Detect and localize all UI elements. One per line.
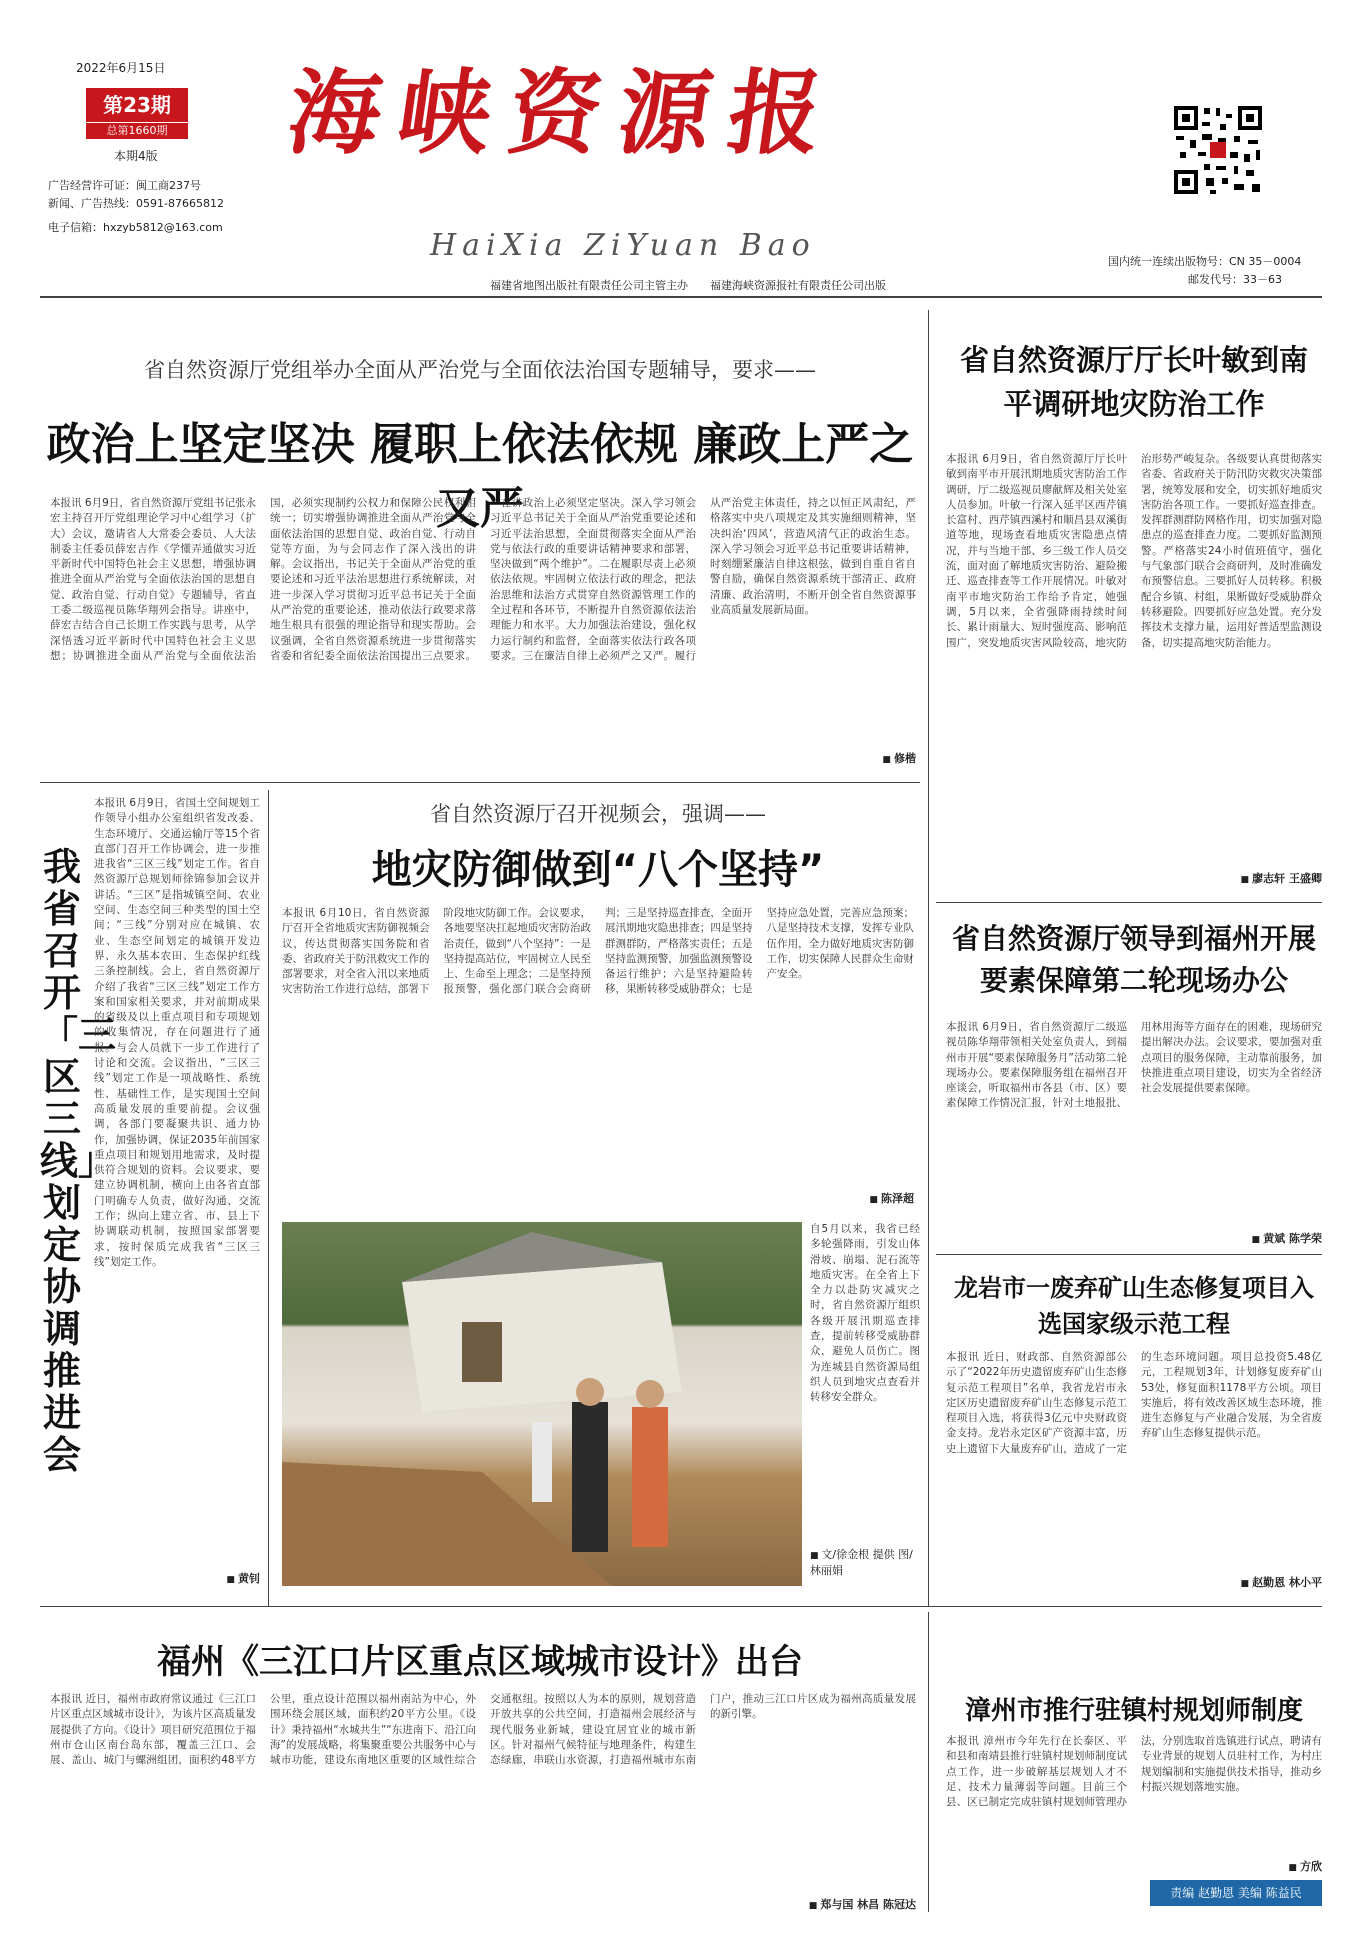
r4-byline: ■ 方欣: [946, 1858, 1322, 1874]
cn-number: 国内统一连续出版物号：CN 35－0004: [1108, 255, 1302, 268]
r1-byline: ■ 廖志轩 王盛卿: [946, 870, 1322, 886]
left1-title: 我省召开「三区三线」划定协调推进会: [40, 845, 117, 1477]
bottom-rule: [40, 1606, 1322, 1607]
bottom-body: 本报讯 近日，福州市政府常议通过《三江口片区重点区域城市设计》，为该片区高质量发展提供了方向。《设计》项目研究范围位于福州市仓山区南台岛东部，覆盖三江口、会展、盖山、城门与螺洲组团，面积约48平方公里，重点设计范围以福州南站为中心，外围环绕会展区域，面积约20平方公里。《设计》秉持福州“水城共生”“东进南下、沿江向海”的发展战略，将集聚重要公共服务中心与城市功能，建设东南地区重要的区域性综合交通枢纽。按照以人为本的原则，规划营造开放共享的公共空间，打造福州会展经济与现代服务业新城，建设宜居宜业的城市新区。针对福州气候特征与地理条件，构建生态绿廊，串联山水资源，打造福州城市东南门户，推动三江口片区成为福州高质量发展的新引擎。: [50, 1693, 916, 1767]
email: 电子信箱：hxzyb5812@163.com: [48, 221, 223, 234]
left1-article: [94, 796, 260, 1586]
qr-code-icon: [1172, 104, 1264, 196]
r4-article: [946, 1734, 1322, 1874]
r2-body: 本报讯 6月9日，省自然资源厅二级巡视员陈华翔带领相关处室负责人，到福州市开展“要素保障服务月”活动第二轮现场办公。要素保障服务组在福州召开座谈会，听取福州市各县（市、区）要素保障工作情况汇报，针对土地报批、用林用海等方面存在的困难，现场研究提出解决办法。会议要求，要加强对重点项目的服务保障，主动靠前服务，加快推进重点项目建设，切实为全省经济社会发展提供要素保障。: [946, 1021, 1322, 1110]
photo-caption-body: 自5月以来，我省已经多轮强降雨，引发山体滑坡、崩塌、泥石流等地质灾害。在全省上下全力以赴防灾减灾之时，省自然资源厅组织各级开展汛期巡查排查，提前转移受威胁群众，避免人员伤亡。图为连城县自然资源局组织人员到地灾点查看并转移安全群众。: [810, 1223, 920, 1404]
center-subtitle: 省自然资源厅召开视频会，强调——: [430, 802, 766, 826]
r2-byline: ■ 黄斌 陈学荣: [946, 1230, 1322, 1246]
bottom-byline: ■ 郑与国 林昌 陈冠达: [50, 1896, 916, 1912]
landslide-photo: [282, 1222, 802, 1586]
center-byline: ■ 陈泽超: [282, 1190, 914, 1206]
r2-rule: [936, 1254, 1322, 1255]
r4-body: 本报讯 漳州市今年先行在长泰区、平和县和南靖县推行驻镇村规划师制度试点工作，进一步破解基层规划人才不足、技术力量薄弱等问题。目前三个县、区已制定完成驻镇村规划师管理办法，分别选取首选镇进行试点，聘请有专业背景的规划人员驻村工作，为村庄规划编制和实施提供技术指导，推动乡村振兴规划落地实施。: [946, 1735, 1322, 1809]
left-column-rule: [268, 790, 269, 1606]
left1-byline: ■ 黄钊: [94, 1570, 260, 1586]
masthead-rule: [40, 296, 1322, 298]
r4-title: 漳州市推行驻镇村规划师制度: [964, 1696, 1303, 1726]
sponsor: 福建省地图出版社有限责任公司主管主办 福建海峡资源报社有限责任公司出版: [490, 279, 886, 292]
lead-article: [50, 496, 916, 766]
masthead-pinyin: HaiXia ZiYuan Bao: [430, 228, 816, 263]
right-column-rule: [928, 310, 929, 1606]
issue-number: 第23期: [86, 88, 188, 122]
photo-caption-credit: ■ 文/徐金根 提供 图/林丽娟: [810, 1546, 920, 1578]
center-title: 地灾防御做到“八个坚持”: [371, 847, 825, 893]
r2-article: [946, 1020, 1322, 1248]
center-body: 本报讯 6月10日，省自然资源厅召开全省地质灾害防御视频会议，传达贯彻落实国务院和省委、省政府关于防汛救灾工作的部署要求，对全省入汛以来地质灾害防治工作进行总结，部署下阶段地灾防御工作。会议要求，各地要坚决扛起地质灾害防治政治责任，做到“八个坚持”：一是坚持提高站位，牢固树立人民至上、生命至上理念；二是坚持预报预警，强化部门联合会商研判；三是坚持巡查排查，全面开展汛期地灾隐患排查；四是坚持群测群防，严格落实责任；五是坚持监测预警，加强监测预警设备运行维护；六是坚持避险转移，果断转移受威胁群众；七是坚持应急处置，完善应急预案；八是坚持技术支撑，发挥专业队伍作用，全力做好地质灾害防御工作，切实保障人民群众生命财产安全。: [282, 907, 914, 996]
lead-byline: ■ 修楷: [50, 750, 916, 766]
r1-rule: [936, 902, 1322, 903]
pages-count: 本期4版: [114, 149, 158, 163]
lead-body: 本报讯 6月9日，省自然资源厅党组书记张永宏主持召开厅党组理论学习中心组学习（扩大）会议，邀请省人大常委会委员、人大法制委主任委员薛宏吉作《学懂弄通做实习近平新时代中国特色社会主义思想，增强协调推进全面从严治党与全面依法治国的思想自觉、政治自觉、行动自觉》专题辅导，省直工委二级巡视员陈华翔列会指导。讲座中，薛宏吉结合自己长期工作实践与思考，从学深悟透习近平新时代中国特色社会主义思想；协调推进全面从严治党与全面依法治国，必须实现制约公权力和保障公民权利相统一；切实增强协调推进全面从严治党与全面依法治国的思想自觉、政治自觉、行动自觉等方面，为与会同志作了深入浅出的讲解。会议指出，书记关于全面从严治党的重要论述和习近平法治思想进行系统解读，对进一步深入学习贯彻习近平总书记关于全面从严治党的重要论述，推动依法行政要求落地生根具有很强的理论指导和现实帮助。会议强调，全省自然资源系统进一步贯彻落实省委和省纪委全面依法治国提出三点要求。一在讲政治上必须坚定坚决。深入学习领会习近平总书记关于全面从严治党重要论述和习近平法治思想，全面贯彻落实全面从严治党与依法行政的重要讲话精神要求和部署，坚决做到“两个维护”。二在履职尽责上必须依法依规。牢固树立依法行政的理念，把法治思维和法治方式贯穿自然资源管理工作的全过程和各环节，不断提升自然资源依法治理能力和水平。大力加强法治建设，强化权力运行制约和监督，全面落实依法行政各项要求。三在廉洁自律上必须严之又严。履行从严治党主体责任，持之以恒正风肃纪，严格落实中央八项规定及其实施细则精神，坚决纠治‘四风’，营造风清气正的政治生态。深入学习领会习近平总书记重要讲话精神，时刻绷紧廉洁自律这根弦，做到自重自省自警自励，确保自然资源系统干部清正、政府清廉、政治清明，不断开创全省自然资源事业高质量发展新局面。: [50, 497, 916, 662]
masthead-title: 海峡资源报: [281, 59, 847, 167]
hotline: 新闻、广告热线：0591-87665812: [48, 197, 224, 210]
r1-body: 本报讯 6月9日，省自然资源厅厅长叶敏到南平市开展汛期地质灾害防治工作调研，厅二级巡视员廖献辉及相关处室人员参加。叶敏一行深入延平区西芹镇长富村、西芹镇西溪村和顺昌县双溪街道等地，现场查看地质灾害隐患点情况，并与当地干部、乡三级工作人员交流，面对面了解地质灾害防治、避险搬迁、巡查排查等工作开展情况。叶敏对南平市地灾防治工作给予肯定，她强调，5月以来，全省强降雨持续时间长、累计雨量大、短时强度高、影响范围广，突发地质灾害风险较高，地灾防治形势严峻复杂。各级要认真贯彻落实省委、省政府关于防汛防灾救灾决策部署，统筹发展和安全，切实抓好地质灾害防治各项工作。一要抓好巡查排查。发挥群测群防网格作用，切实加强对隐患点的巡查排查力度。二要抓好监测预警。严格落实24小时值班值守，强化与气象部门联合会商研判，及时准确发布预警信息。三要抓好人员转移。积极配合乡镇、村组，果断做好受威胁群众转移避险。四要抓好应急处置。充分发挥技术支撑力量，运用好普适型监测设备，切实提高地灾防治能力。: [946, 453, 1322, 649]
photo-caption: [810, 1222, 920, 1586]
center-article: [282, 906, 914, 1206]
postal-code: 邮发代号：33－63: [1188, 273, 1282, 286]
r1-title: 省自然资源厅厅长叶敏到南平调研地灾防治工作: [959, 343, 1308, 421]
r3-article: [946, 1350, 1322, 1592]
bottom-column-rule: [928, 1612, 929, 1912]
r3-body: 本报讯 近日，财政部、自然资源部公示了“2022年历史遗留废弃矿山生态修复示范工程项目”名单，我省龙岩市永定区历史遗留废弃矿山生态修复示范工程项目入选，将获得3亿元中央财政资金支持。龙岩永定区矿产资源丰富，历史上遗留下大量废弃矿山，造成了一定的生态环境问题。项目总投资5.48亿元，工程规划3年，计划修复废弃矿山53处，修复面积1178平方公顷。项目实施后，将有效改善区域生态环境，推进生态修复与产业融合发展，为全省废弃矿山生态修复提供示范。: [946, 1351, 1322, 1455]
total-issue: 总第1660期: [86, 123, 188, 139]
lead-subtitle: 省自然资源厅党组举办全面从严治党与全面依法治国专题辅导，要求——: [144, 358, 816, 382]
r3-byline: ■ 赵勤恩 林小平: [946, 1574, 1322, 1590]
bottom-title: 福州《三江口片区重点区域城市设计》出台: [157, 1642, 803, 1682]
lead-title: 政治上坚定坚决 履职上依法依规 廉政上严之又严: [46, 419, 914, 534]
issue-date: 2022年6月15日: [76, 61, 166, 75]
left1-body: 本报讯 6月9日，省国土空间规划工作领导小组办公室组织省发改委、生态环境厅、交通运输厅等15个省直部门召开工作协调会，进一步推进我省“三区三线”划定工作。省自然资源厅总规划师徐锦参加会议并讲话。“三区”是指城镇空间、农业空间、生态空间三种类型的国土空间；“三线”分别对应在城镇、农业、生态空间划定的城镇开发边界、永久基本农田、生态保护红线三条控制线。会上，省自然资源厅介绍了我省“三区三线”划定工作方案和国家相关要求，并对前期成果的省级及以上重点项目和专项规划的收集情况，存在问题进行了通报。与会人员就下一步工作进行了讨论和交流。会议指出，“三区三线”划定工作是一项战略性、系统性、基础性工作，是实现国土空间高质量发展的重要前提。会议强调，各部门要凝聚共识、通力协作，加强协调，保证2035年前国家重点项目和规划用地需求，及时提供符合规划的资料。会议要求，要建立协调机制，横向上由各省直部门明确专人负责，做好沟通、交流工作；纵向上建立省、市、县上下协调联动机制，按照国家部署要求，按时保质完成我省“三区三线”划定工作。: [94, 797, 260, 1268]
r2-title: 省自然资源厅领导到福州开展要素保障第二轮现场办公: [951, 922, 1316, 997]
editors-credit: 责编 赵勤恩 美编 陈益民: [1150, 1880, 1322, 1906]
r3-title: 龙岩市一废弃矿山生态修复项目入选国家级示范工程: [954, 1274, 1314, 1338]
bottom-article: [50, 1692, 916, 1914]
ad-license: 广告经营许可证：闽工商237号: [48, 179, 201, 192]
lead-rule: [40, 782, 920, 783]
r1-article: [946, 452, 1322, 888]
